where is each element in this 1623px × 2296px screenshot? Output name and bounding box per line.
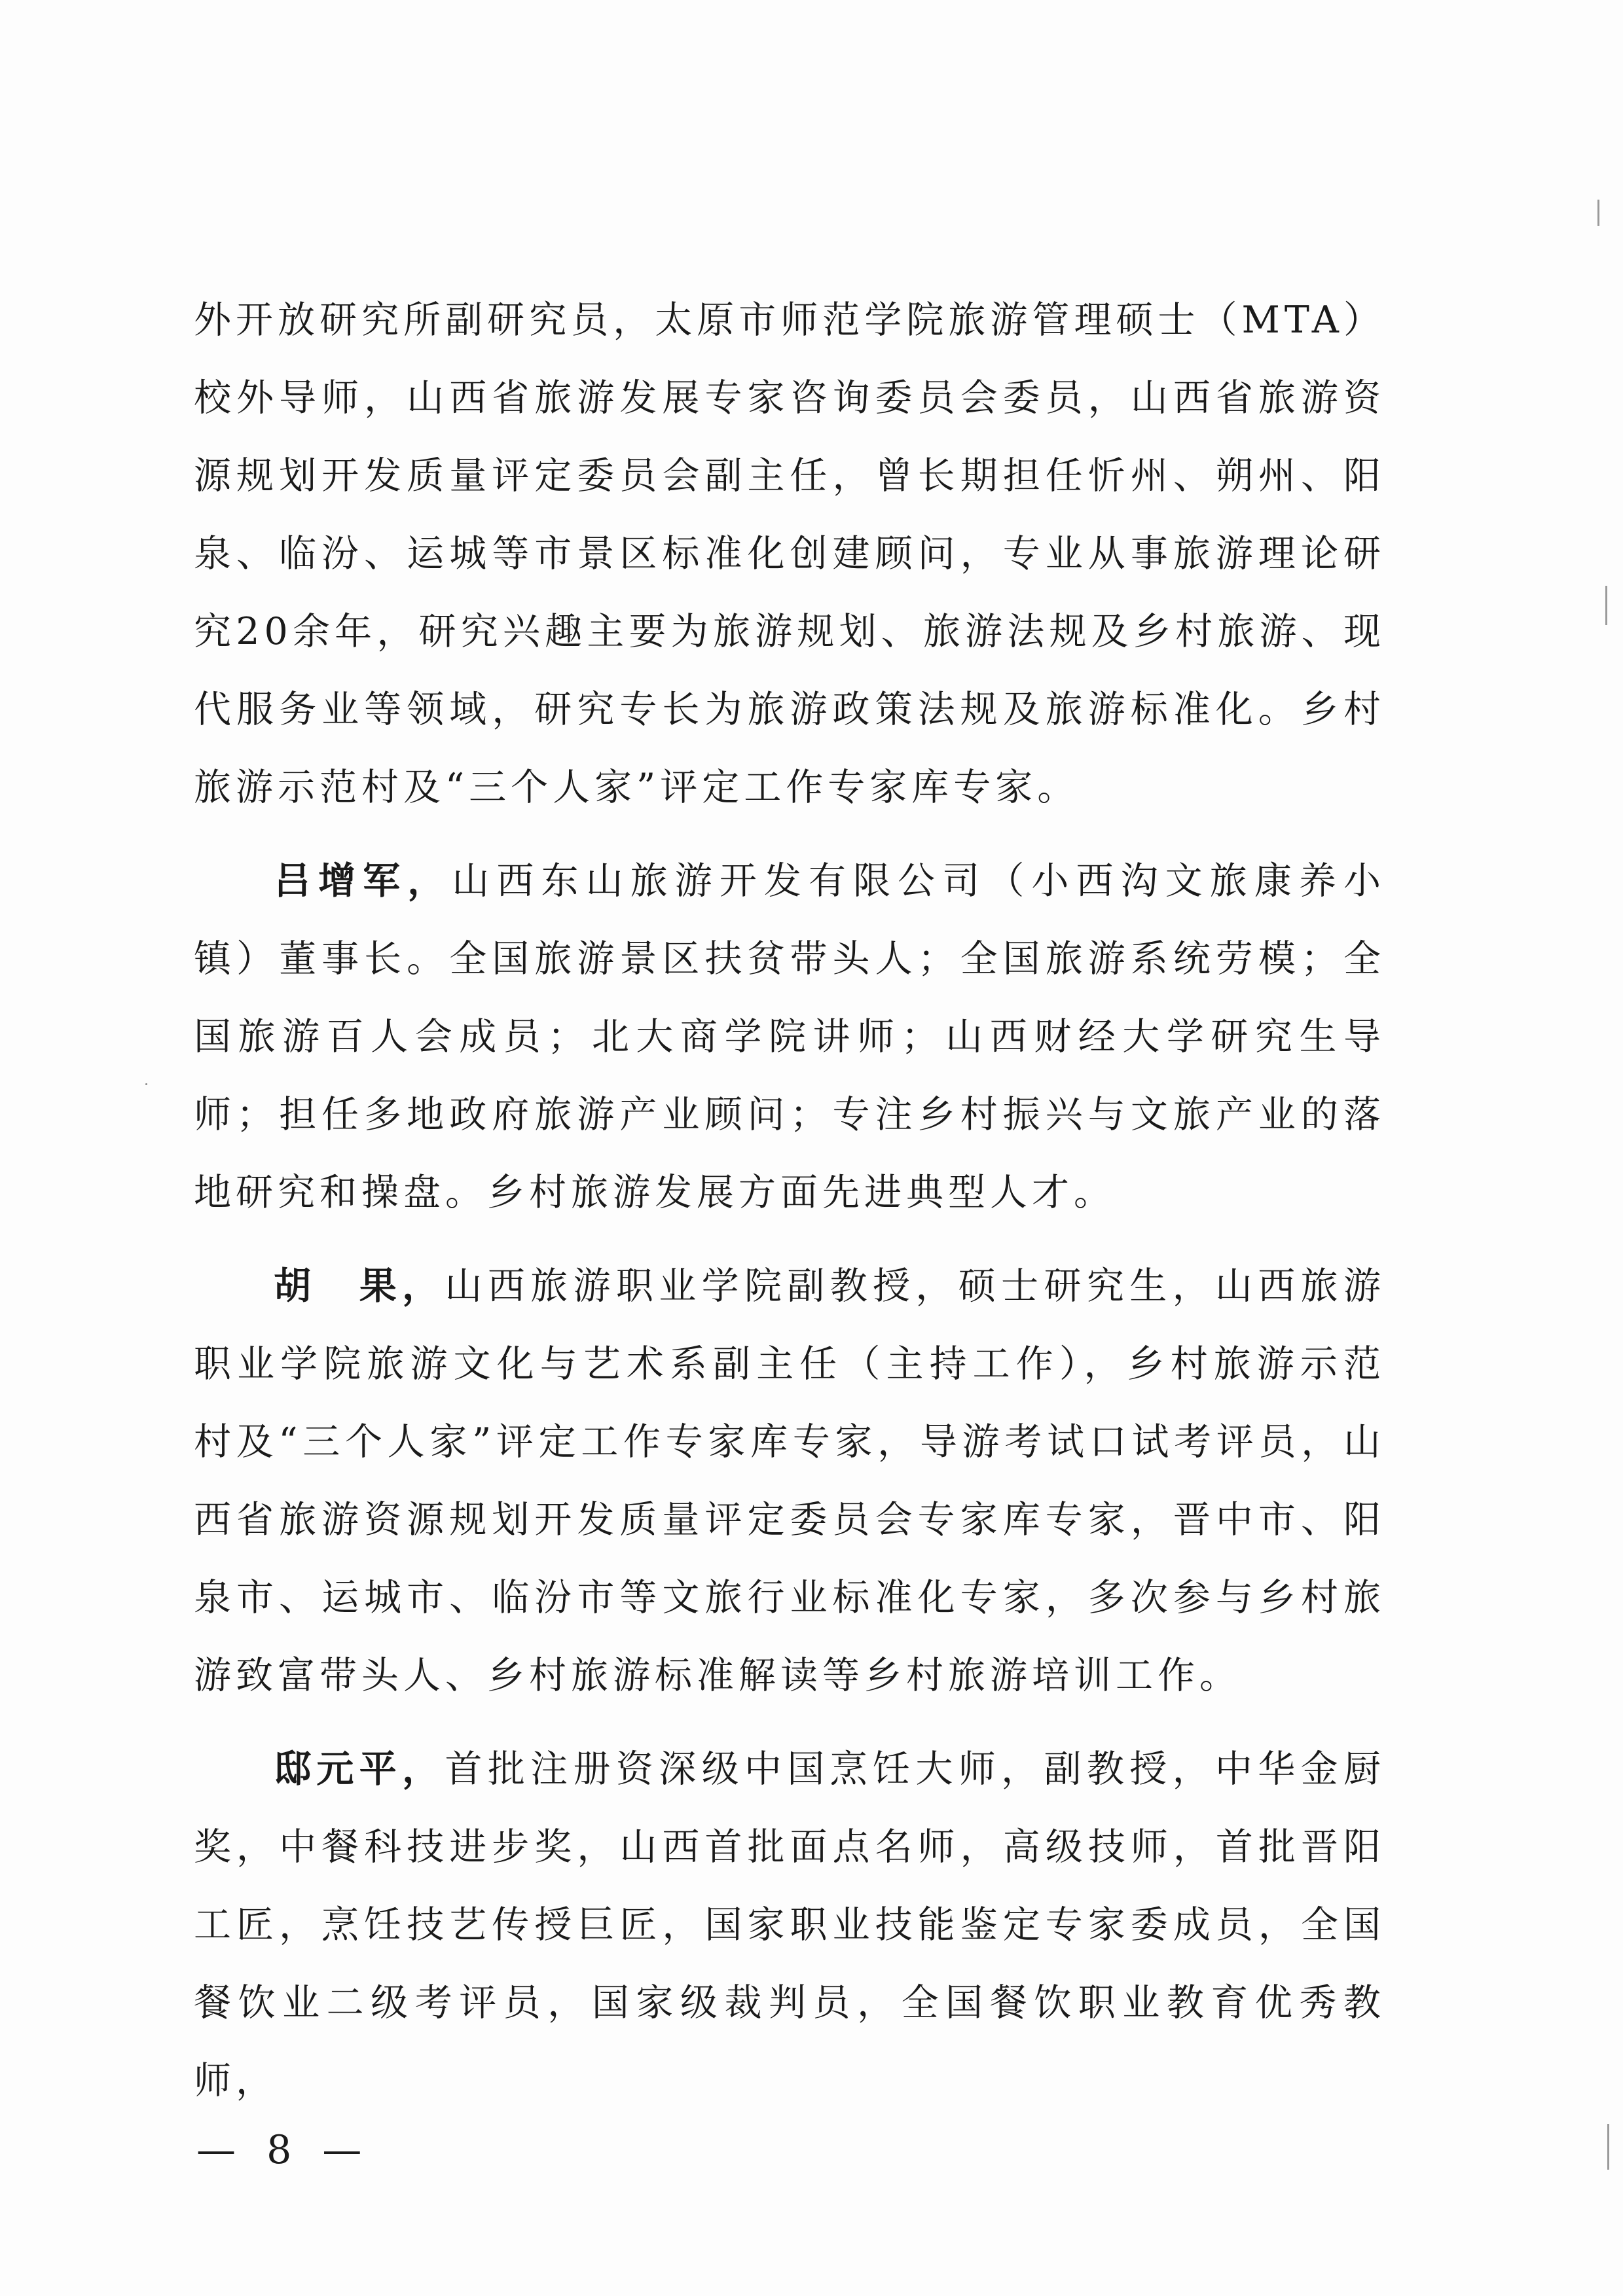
paragraph-1: [194, 281, 1385, 827]
paragraph-1-text: 外开放研究所副研究员，太原市师范学院旅游管理硕士（MTA）校外导师，山西省旅游发展专家咨询委员会委员，山西省旅游资源规划开发质量评定委员会副主任，曾长期担任忻州、朔州、阳泉、临汾、运城等市景区标准化创建顾问，专业从事旅游理论研究20余年，研究兴趣主要为旅游规划、旅游法规及乡村旅游、现代服务业等领域，研究专长为旅游政策法规及旅游标准化。乡村旅游示范村及“三个人家”评定工作专家库专家。: [194, 298, 1385, 809]
paragraph-4: [194, 1731, 1385, 2120]
paragraph-4-text: 首批注册资深级中国烹饪大师，副教授，中华金厨奖，中餐科技进步奖，山西首批面点名师，高级技师，首批晋阳工匠，烹饪技艺传授巨匠，国家职业技能鉴定专家委成员，全国餐饮业二级考评员，国家级裁判员，全国餐饮职业教育优秀教师，: [194, 1748, 1386, 2102]
paragraph-2: [194, 842, 1385, 1232]
paragraph-2-text: 山西东山旅游开发有限公司（小西沟文旅康养小镇）董事长。全国旅游景区扶贫带头人；全国旅游系统劳模；全国旅游百人会成员；北大商学院讲师；山西财经大学研究生导师；担任多地政府旅游产业顾问；专注乡村振兴与文旅产业的落地研究和操盘。乡村旅游发展方面先进典型人才。: [194, 859, 1386, 1214]
scan-edge-mark: [1607, 2124, 1609, 2170]
person-name-di-yuanping: 邸元平，: [274, 1748, 445, 1791]
paragraph-3: [194, 1247, 1385, 1715]
paragraph-3-text: 山西旅游职业学院副教授，硕士研究生，山西旅游职业学院旅游文化与艺术系副主任（主持工作），乡村旅游示范村及“三个人家”评定工作专家库专家，导游考试口试考评员，山西省旅游资源规划开发质量评定委员会专家库专家，晋中市、阳泉市、运城市、临汾市等文旅行业标准化专家，多次参与乡村旅游致富带头人、乡村旅游标准解读等乡村旅游培训工作。: [194, 1265, 1386, 1697]
scan-speck: [145, 1083, 147, 1085]
person-name-lv-zengjun: 吕增军，: [274, 859, 452, 903]
scan-edge-mark: [1597, 200, 1599, 226]
person-name-hu-guo: 胡 果，: [274, 1265, 445, 1308]
body-text: [194, 281, 1385, 2136]
scan-edge-mark: [1605, 586, 1607, 625]
page-number: — 8 —: [196, 2127, 371, 2173]
